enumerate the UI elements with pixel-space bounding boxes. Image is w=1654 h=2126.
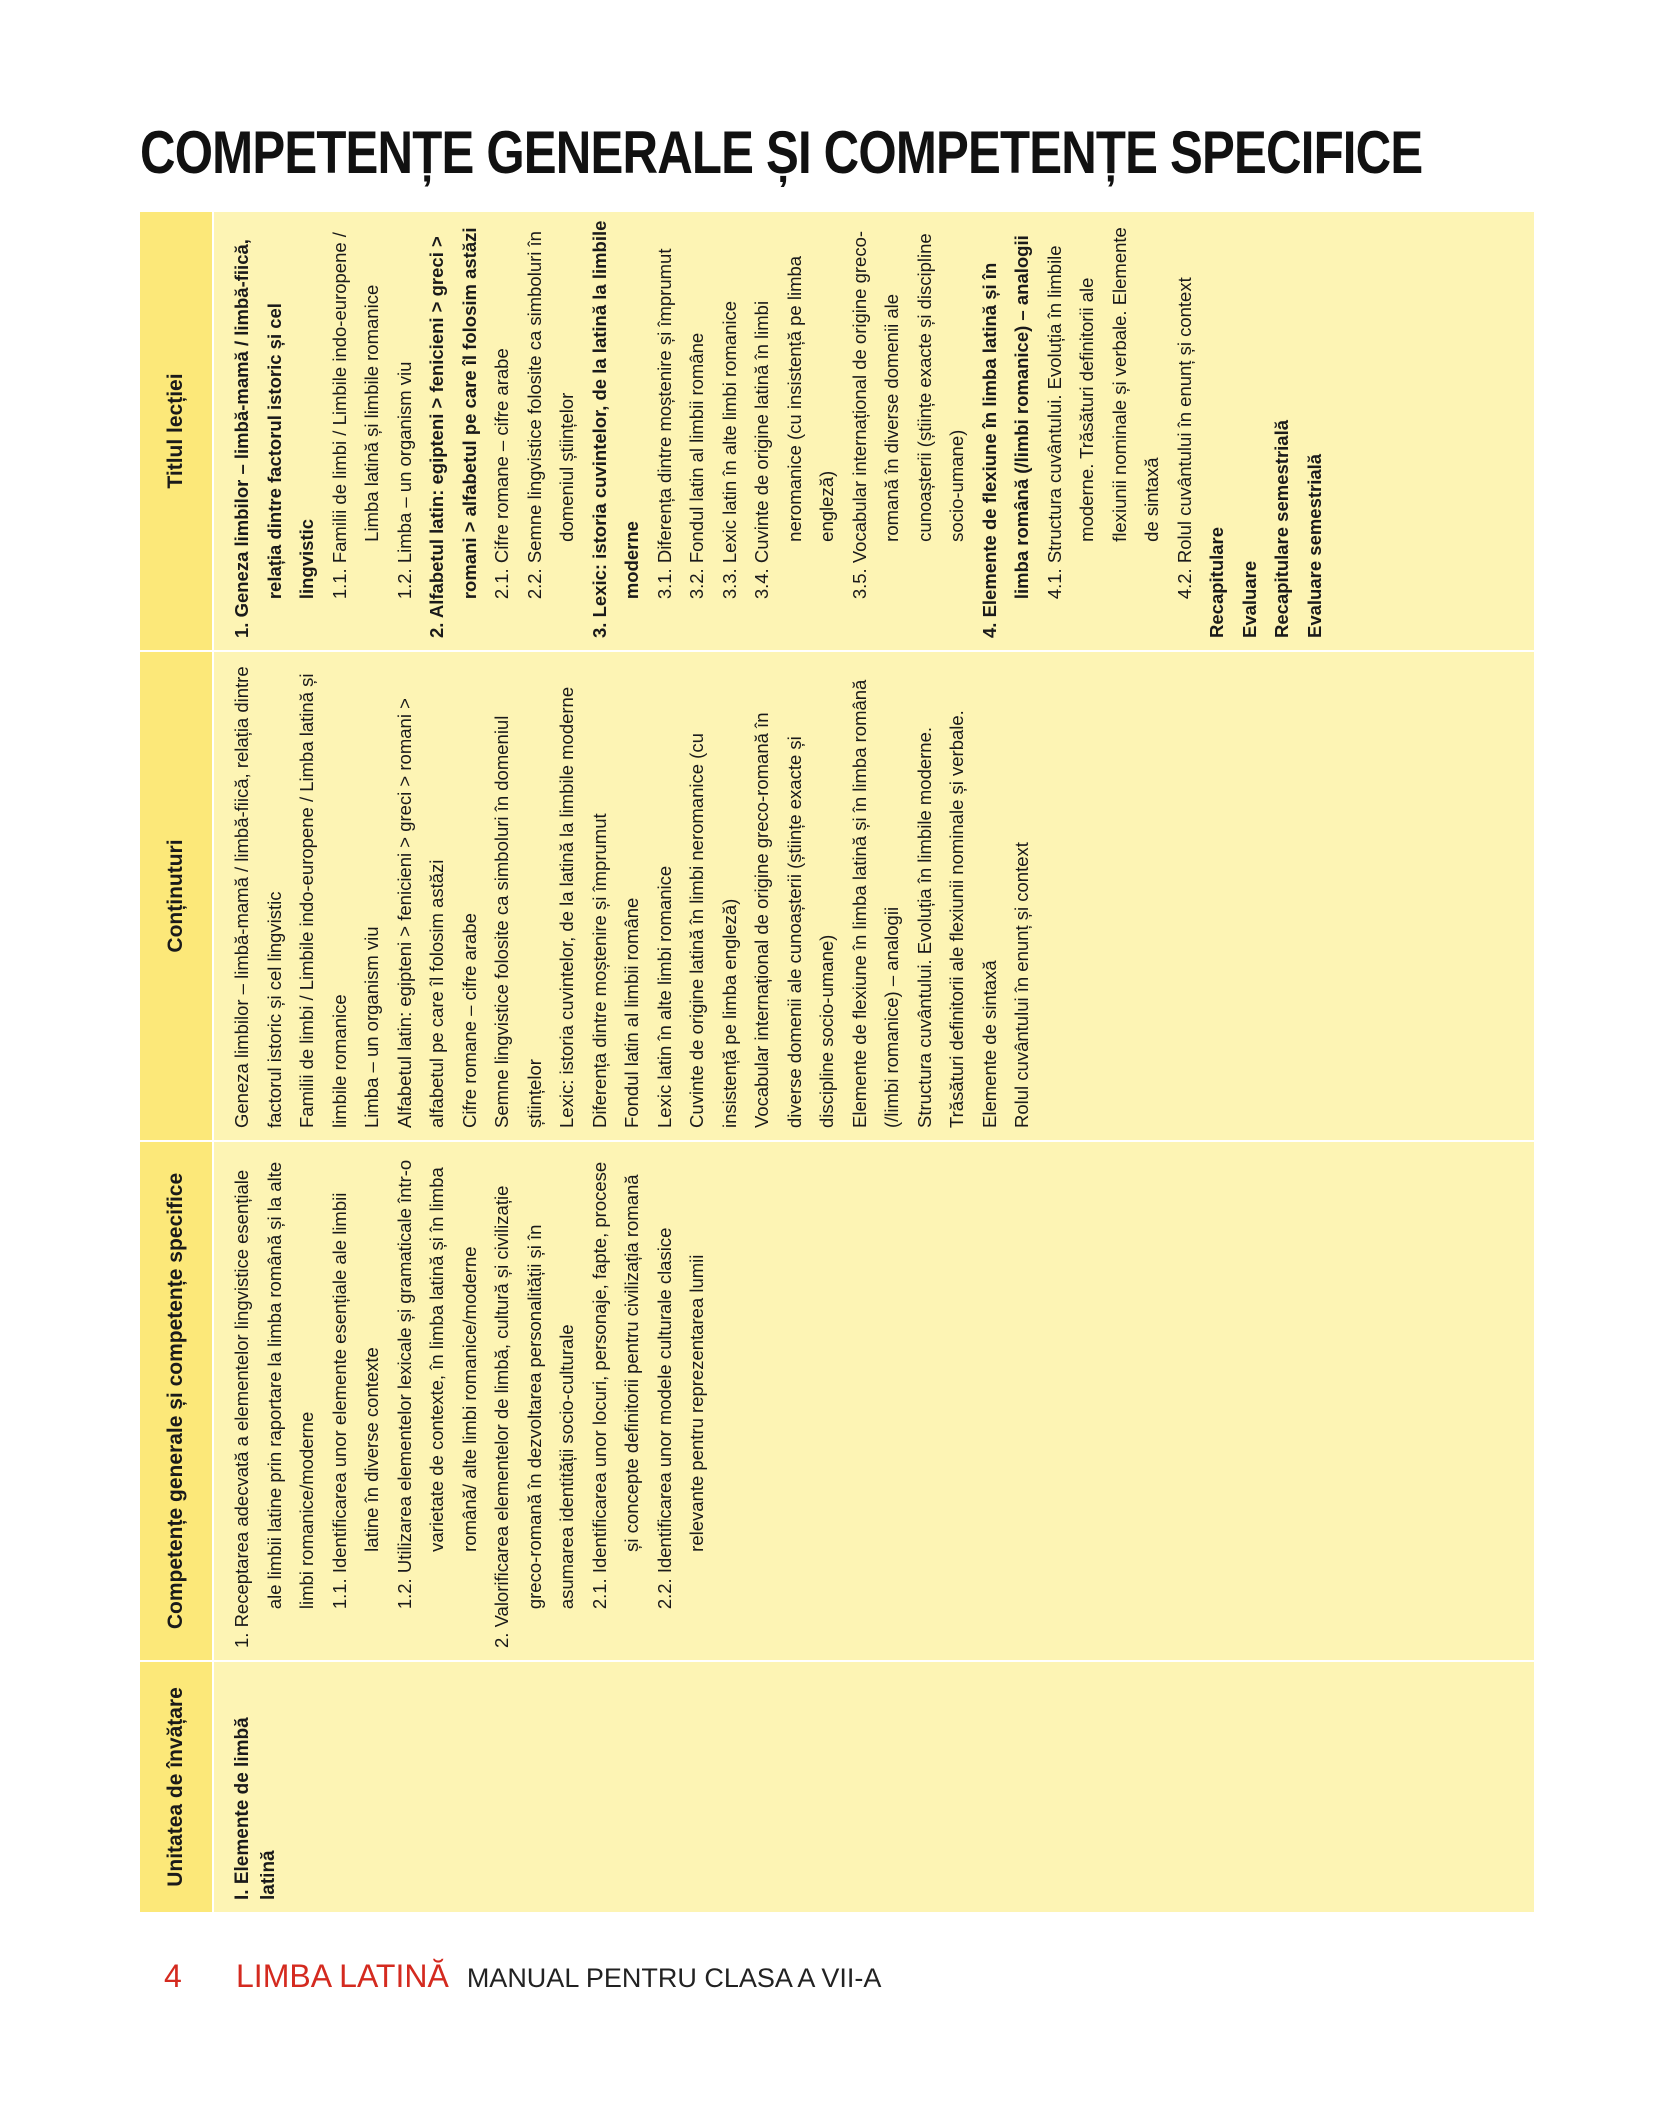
competenta-2: 2. Valorificarea elementelor de limbă, cultură și civilizație greco-romană în dezvoltarea personalității și în asumarea identității socio-culturale bbox=[491, 1185, 577, 1648]
continut-item: Lexic latin în alte limbi romanice bbox=[653, 865, 675, 1128]
lectie-evaluare-semestriala: Evaluare semestrială bbox=[1303, 453, 1325, 638]
lectie-evaluare: Evaluare bbox=[1238, 560, 1260, 638]
lectie-2-2: 2.2. Semne lingvistice folosite ca simboluri în domeniul științelor bbox=[523, 231, 577, 600]
competenta-1: 1. Receptarea adecvată a elementelor lingvistice esențiale ale limbii latine prin raportare la limba română și la alte limbi romanice/moderne bbox=[231, 1161, 317, 1648]
cell-competente bbox=[214, 1140, 1534, 1660]
continut-item: Limba – un organism viu bbox=[361, 926, 382, 1128]
lectie-2-1: 2.1. Cifre romane – cifre arabe bbox=[491, 348, 512, 600]
continut-item: Rolul cuvântului în enunț și context bbox=[1011, 842, 1032, 1128]
lectie-3-2: 3.2. Fondul latin al limbii române bbox=[686, 332, 707, 600]
lectie-4: 4. Elemente de flexiune în limba latină și în limba română (/limbi romanice) – analogii bbox=[978, 235, 1032, 638]
cell-continuturi bbox=[214, 650, 1534, 1140]
page-number: 4 bbox=[164, 1958, 182, 1994]
continut-item: Fondul latin al limbii române bbox=[621, 897, 642, 1128]
continut-item: Familii de limbi / Limbile indo-europene / Limba latină și limbile romanice bbox=[296, 673, 350, 1128]
continut-item: Semne lingvistice folosite ca simboluri în domeniul științelor bbox=[491, 715, 545, 1128]
continut-item: Diferența dintre moștenire și împrumut bbox=[588, 813, 610, 1128]
lectie-3-3: 3.3. Lexic latin în alte limbi romanice bbox=[718, 300, 740, 600]
lectie-4-1: 4.1. Structura cuvântului. Evoluția în limbile moderne. Trăsături definitorii ale flexiunii nominale și verbale. Elemente de sintaxă bbox=[1043, 227, 1162, 600]
competenta-2-2: 2.2. Identificarea unor modele culturale clasice relevante pentru reprezentarea lumii bbox=[653, 1227, 707, 1610]
book-subtitle: MANUAL PENTRU CLASA A VII-A bbox=[466, 1963, 882, 1993]
continut-item: Geneza limbilor – limbă-mamă / limbă-fiică, relația dintre factorul istoric și cel lingvistic bbox=[231, 666, 285, 1128]
table-body-row bbox=[214, 212, 1534, 1912]
page-title: COMPETENȚE GENERALE ȘI COMPETENȚE SPECIFICE bbox=[140, 119, 1423, 186]
continut-item: Cifre romane – cifre arabe bbox=[458, 913, 480, 1128]
continut-item: Lexic: istoria cuvintelor, de la latină la limbile moderne bbox=[556, 686, 577, 1128]
header-competente: Competențe generale și competențe specifice bbox=[140, 1140, 212, 1660]
lectie-4-2: 4.2. Rolul cuvântului în enunț și context bbox=[1173, 277, 1195, 600]
header-unitatea: Unitatea de învățare bbox=[140, 1660, 212, 1912]
table-header-row bbox=[140, 212, 214, 1912]
competenta-1-1: 1.1. Identificarea unor elemente esențiale ale limbii latine în diverse contexte bbox=[328, 1192, 382, 1610]
header-continuturi: Conținuturi bbox=[140, 650, 212, 1140]
continut-item: Alfabetul latin: egipteni > fenicieni > greci > romani > alfabetul pe care îl folosim astăzi bbox=[393, 698, 447, 1128]
lectie-recapitulare: Recapitulare bbox=[1206, 526, 1227, 638]
book-title: LIMBA LATINĂ bbox=[236, 1958, 449, 1994]
lectie-3: 3. Lexic: istoria cuvintelor, de la latină la limbile moderne bbox=[588, 220, 642, 638]
competences-table bbox=[140, 212, 1534, 1912]
competenta-2-1: 2.1. Identificarea unor locuri, personaje, fapte, procese și concepte definitorii pentru civilizația romană bbox=[588, 1161, 642, 1610]
page-footer bbox=[164, 1958, 881, 1995]
continut-item: Cuvinte de origine latină în limbi neromanice (cu insistență pe limba engleză) bbox=[686, 733, 740, 1128]
continut-item: Elemente de flexiune în limba latină și în limba română (/limbi romanice) – analogii bbox=[848, 679, 902, 1128]
cell-unitatea: I. Elemente de limbă latină bbox=[214, 1660, 1534, 1912]
table-rotated-content bbox=[140, 212, 1534, 1912]
lectie-1-2: 1.2. Limba – un organism viu bbox=[393, 361, 415, 600]
cell-titlul-lectiei bbox=[214, 212, 1534, 650]
continut-item: Vocabular internațional de origine greco-romană în diverse domenii ale cunoașterii (științe exacte și discipline socio-umane) bbox=[751, 712, 837, 1128]
lectie-3-1: 3.1. Diferența dintre moștenire și împrumut bbox=[653, 248, 675, 600]
competenta-1-2: 1.2. Utilizarea elementelor lexicale și gramaticale într-o varietate de contexte, în limba latină și în limba română/ alte limbi romanice/moderne bbox=[393, 1159, 480, 1610]
lectie-recapitulare-semestriala: Recapitulare semestrială bbox=[1271, 419, 1292, 638]
lectie-3-5: 3.5. Vocabular internațional de origine greco-romană în diverse domenii ale cunoașterii (științe exacte și discipline socio-umane) bbox=[848, 230, 967, 600]
lectie-2: 2. Alfabetul latin: egipteni > fenicieni > greci > romani > alfabetul pe care îl folosim astăzi bbox=[426, 227, 480, 638]
lectie-1: 1. Geneza limbilor – limbă-mamă / limbă-fiică, relația dintre factorul istoric și cel lingvistic bbox=[231, 239, 317, 638]
continut-item: Structura cuvântului. Evoluția în limbile moderne. Trăsături definitorii ale flexiunii nominale și verbale. Elemente de sintaxă bbox=[913, 710, 1000, 1128]
lectie-1-1: 1.1. Familii de limbi / Limbile indo-europene / Limba latină și limbile romanice bbox=[328, 232, 382, 600]
lectie-3-4: 3.4. Cuvinte de origine latină în limbi neromanice (cu insistență pe limba engleză) bbox=[751, 255, 837, 600]
header-titlul-lectiei: Titlul lecției bbox=[164, 373, 187, 489]
